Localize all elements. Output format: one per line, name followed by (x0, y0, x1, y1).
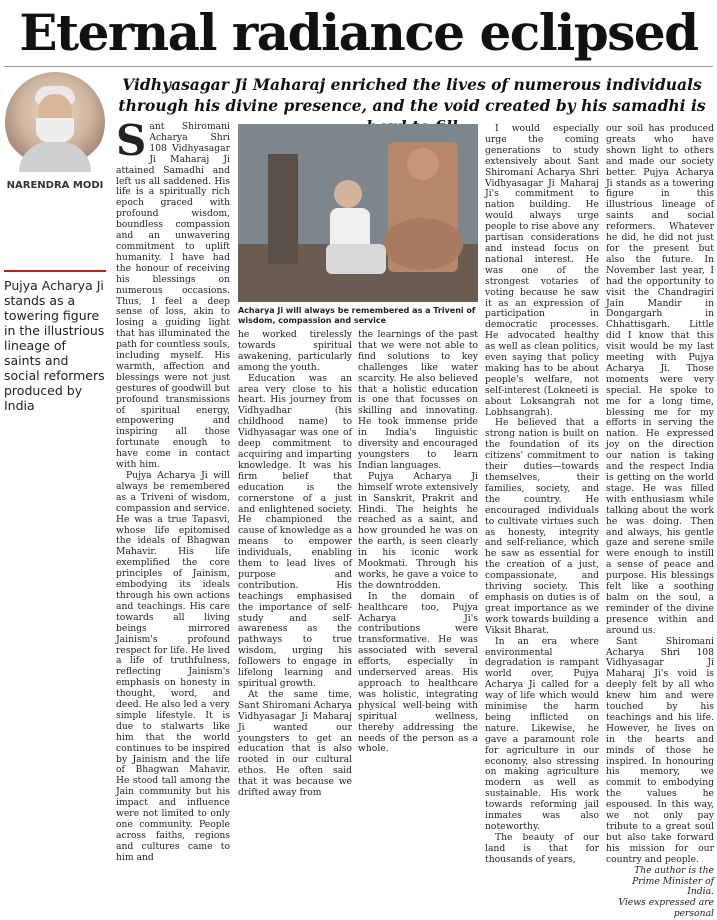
paragraph: At the same time, Sant Shiromani Acharya Vidhyasagar Ji Maharaj Ji wanted our youngsters to get an education that is also rooted in our cultural ethos. He often said that it was because we drifted away from (238, 688, 352, 799)
paragraph: Pujya Acharya Ji himself wrote extensively in Sanskrit, Prakrit and Hindi. The heights he reached as a saint, and how grounded he was on the earth, is seen clearly in his iconic work Mookmati. Through his works, he gave a voice to the downtrodden. (358, 470, 478, 591)
paragraph: I would especially urge the coming generations to study extensively about Sant Shiromani Acharya Shri Vidhyasagar Ji Maharaj Ji's commitment to nation building. He would always urge people to rise above any partisan considerations and instead focus on national interest. He was one of the strongest votaries of voting because he saw it as an expression of participation in democratic processes. He advocated healthy as well as clean politics, even saying that policy making has to be about people's welfare, not self-interest (Lokneeti is about Loksangrah not Lobhsangrah). (485, 123, 599, 418)
author-photo (5, 72, 105, 172)
pull-quote: Pujya Acharya Ji stands as a towering figure in the illustrious lineage of saints and social reformers produced by India (4, 270, 106, 413)
article-column-3 (358, 329, 478, 755)
subheadline: Vidhyasagar Ji Maharaj enriched the lives of numerous individuals through his divine presence, and the void created by his samadhi is (118, 75, 706, 115)
paragraph: our soil has produced greats who have shown light to others and made our society better. Pujya Acharya Ji stands as a towering figure in this illustrious lineage of saints and social reformers. Whatever he did, he did not just for the present but also the future. In November last year, I had the opportunity to visit the Chandragiri Jain Mandir in Dongargarh in Chhattisgarh. Little did I know that this visit would be my last meeting with Pujya Acharya Ji. Those moments were very special. He spoke to me for a long time, blessing me for my efforts in serving the nation. He expressed joy on the direction our nation is taking and the respect India is getting on the world stage. He was filled with enthusiasm while talking about the work he was doing. Then and always, his gentle gaze and serene smile were enough to instill a sense of peace and purpose. His blessings felt like a soothing balm on the soul, a reminder of the divine presence within and around us. (606, 123, 714, 636)
article-photo (238, 124, 478, 302)
paragraph: the learnings of the past that we were not able to find solutions to key challenges like water scarcity. He also believed that a holistic education is one that focusses on skilling and innovating. He took immense pride in India's linguistic diversity and encouraged youngsters to learn Indian languages. (358, 329, 478, 471)
author-note: The author is the Prime Minister of India. (632, 864, 714, 898)
article-column-4 (485, 123, 599, 865)
paragraph: In an era where environmental degradation is rampant world over, Pujya Acharya Ji called for a way of life which would minimise the harm being inflicted on nature. Likewise, he gave a paramount role for agriculture in our economy, also stressing on making agriculture modern as well as sustainable. His work towards reforming jail inmates was also noteworthy. (485, 635, 599, 832)
photo-caption: Acharya Ji will always be remembered as a Triveni of wisdom, compassion and service (238, 306, 476, 325)
disclaimer: Views expressed are personal (618, 897, 714, 920)
author-name: NARENDRA MODI (6, 180, 104, 191)
paragraph: In the domain of healthcare too, Pujya Acharya Ji's contributions were transformative. He was associated with several efforts, especially in underserved areas. His approach to healthcare was holistic, integrating physical well-being with spiritual wellness, thereby addressing the needs of the person as a whole. (358, 590, 478, 755)
paragraph: The beauty of our land is that for thousands of years, (485, 831, 599, 865)
article-column-2 (238, 329, 352, 799)
author-box (4, 72, 106, 191)
paragraph: Education was an area very close to his heart. His journey from Vidhyadhar (his childhood name) to Vidhyasagar was one of deep commitment to acquiring and imparting knowledge. It was his firm belief that education is the cornerstone of a just and enlightened society. He championed the cause of knowledge as a means to empower individuals, enabling them to lead lives of purpose and contribution. His teachings emphasised the importance of self-study and self-awareness as the pathways to true wisdom, urging his followers to engage in lifelong learning and spiritual growth. (238, 372, 352, 689)
article-column-5 (606, 123, 714, 920)
paragraph: Pujya Acharya Ji will always be remembered as a Triveni of wisdom, compassion and service. He was a true Tapasvi, whose life epitomised the ideals of Bhagwan Mahavir. His life exemplified the core principles of Jainism, embodying its ideals through his own actions and teachings. His care towards all living beings mirrored Jainism's profound respect for life. He lived a life of truthfulness, reflecting Jainism's emphasis on honesty in thought, word, and deed. He also led a very simple lifestyle. It is due to stalwarts like him that the world continues to be inspired by Jainism and the life of Bhagwan Mahavir. He stood tall among the Jain community but his impact and influence were not limited to only one community. People across faiths, regions and cultures came to him and (116, 470, 230, 863)
drop-cap: S (116, 116, 147, 165)
photo-illustration (238, 124, 478, 302)
paragraph: He believed that a strong nation is built on the foundation of its citizens' commitment to their duties—towards themselves, their families, society, and the country. He encouraged individuals to cultivate virtues such as honesty, integrity and self-reliance, which he saw as essential for the creation of a just, compassionate, and thriving society. This emphasis on duties is of great importance as we work towards building a Viksit Bharat. (485, 417, 599, 636)
article-column-1 (116, 116, 230, 863)
headline: Eternal radiance eclipsed (19, 3, 698, 62)
paragraph: he worked tirelessly towards spiritual awakening, particularly among the youth. (238, 329, 352, 373)
paragraph: Sant Shiromani Acharya Shri 108 Vidhyasagar Ji Maharaj Ji's void is deeply felt by all who knew him and were touched by his teachings and his life. However, he lives on in the hearts and minds of those he inspired. In honouring his memory, we commit to embodying the values he espoused. In this way, we not only pay tribute to a great soul but also take forward his mission for our country and people. (606, 635, 714, 865)
paragraph: ant Shiromani Acharya Shri 108 Vidhyasagar Ji Maharaj Ji attained Samadhi and left us all saddened. His life is a spiritually rich epoch graced with profound wisdom, boundless compassion and an unwavering commitment to uplift humanity. I have had the honour of receiving his blessings on numerous occasions. Thus, I feel a deep sense of loss, akin to losing a guiding light that has illuminated the path for countless souls, including myself. His warmth, affection and blessings were not just gestures of goodwill but profound transmissions of spiritual energy, empowering and inspiring all those fortunate enough to have come in contact with him. (116, 121, 230, 471)
headline-divider (4, 66, 713, 67)
